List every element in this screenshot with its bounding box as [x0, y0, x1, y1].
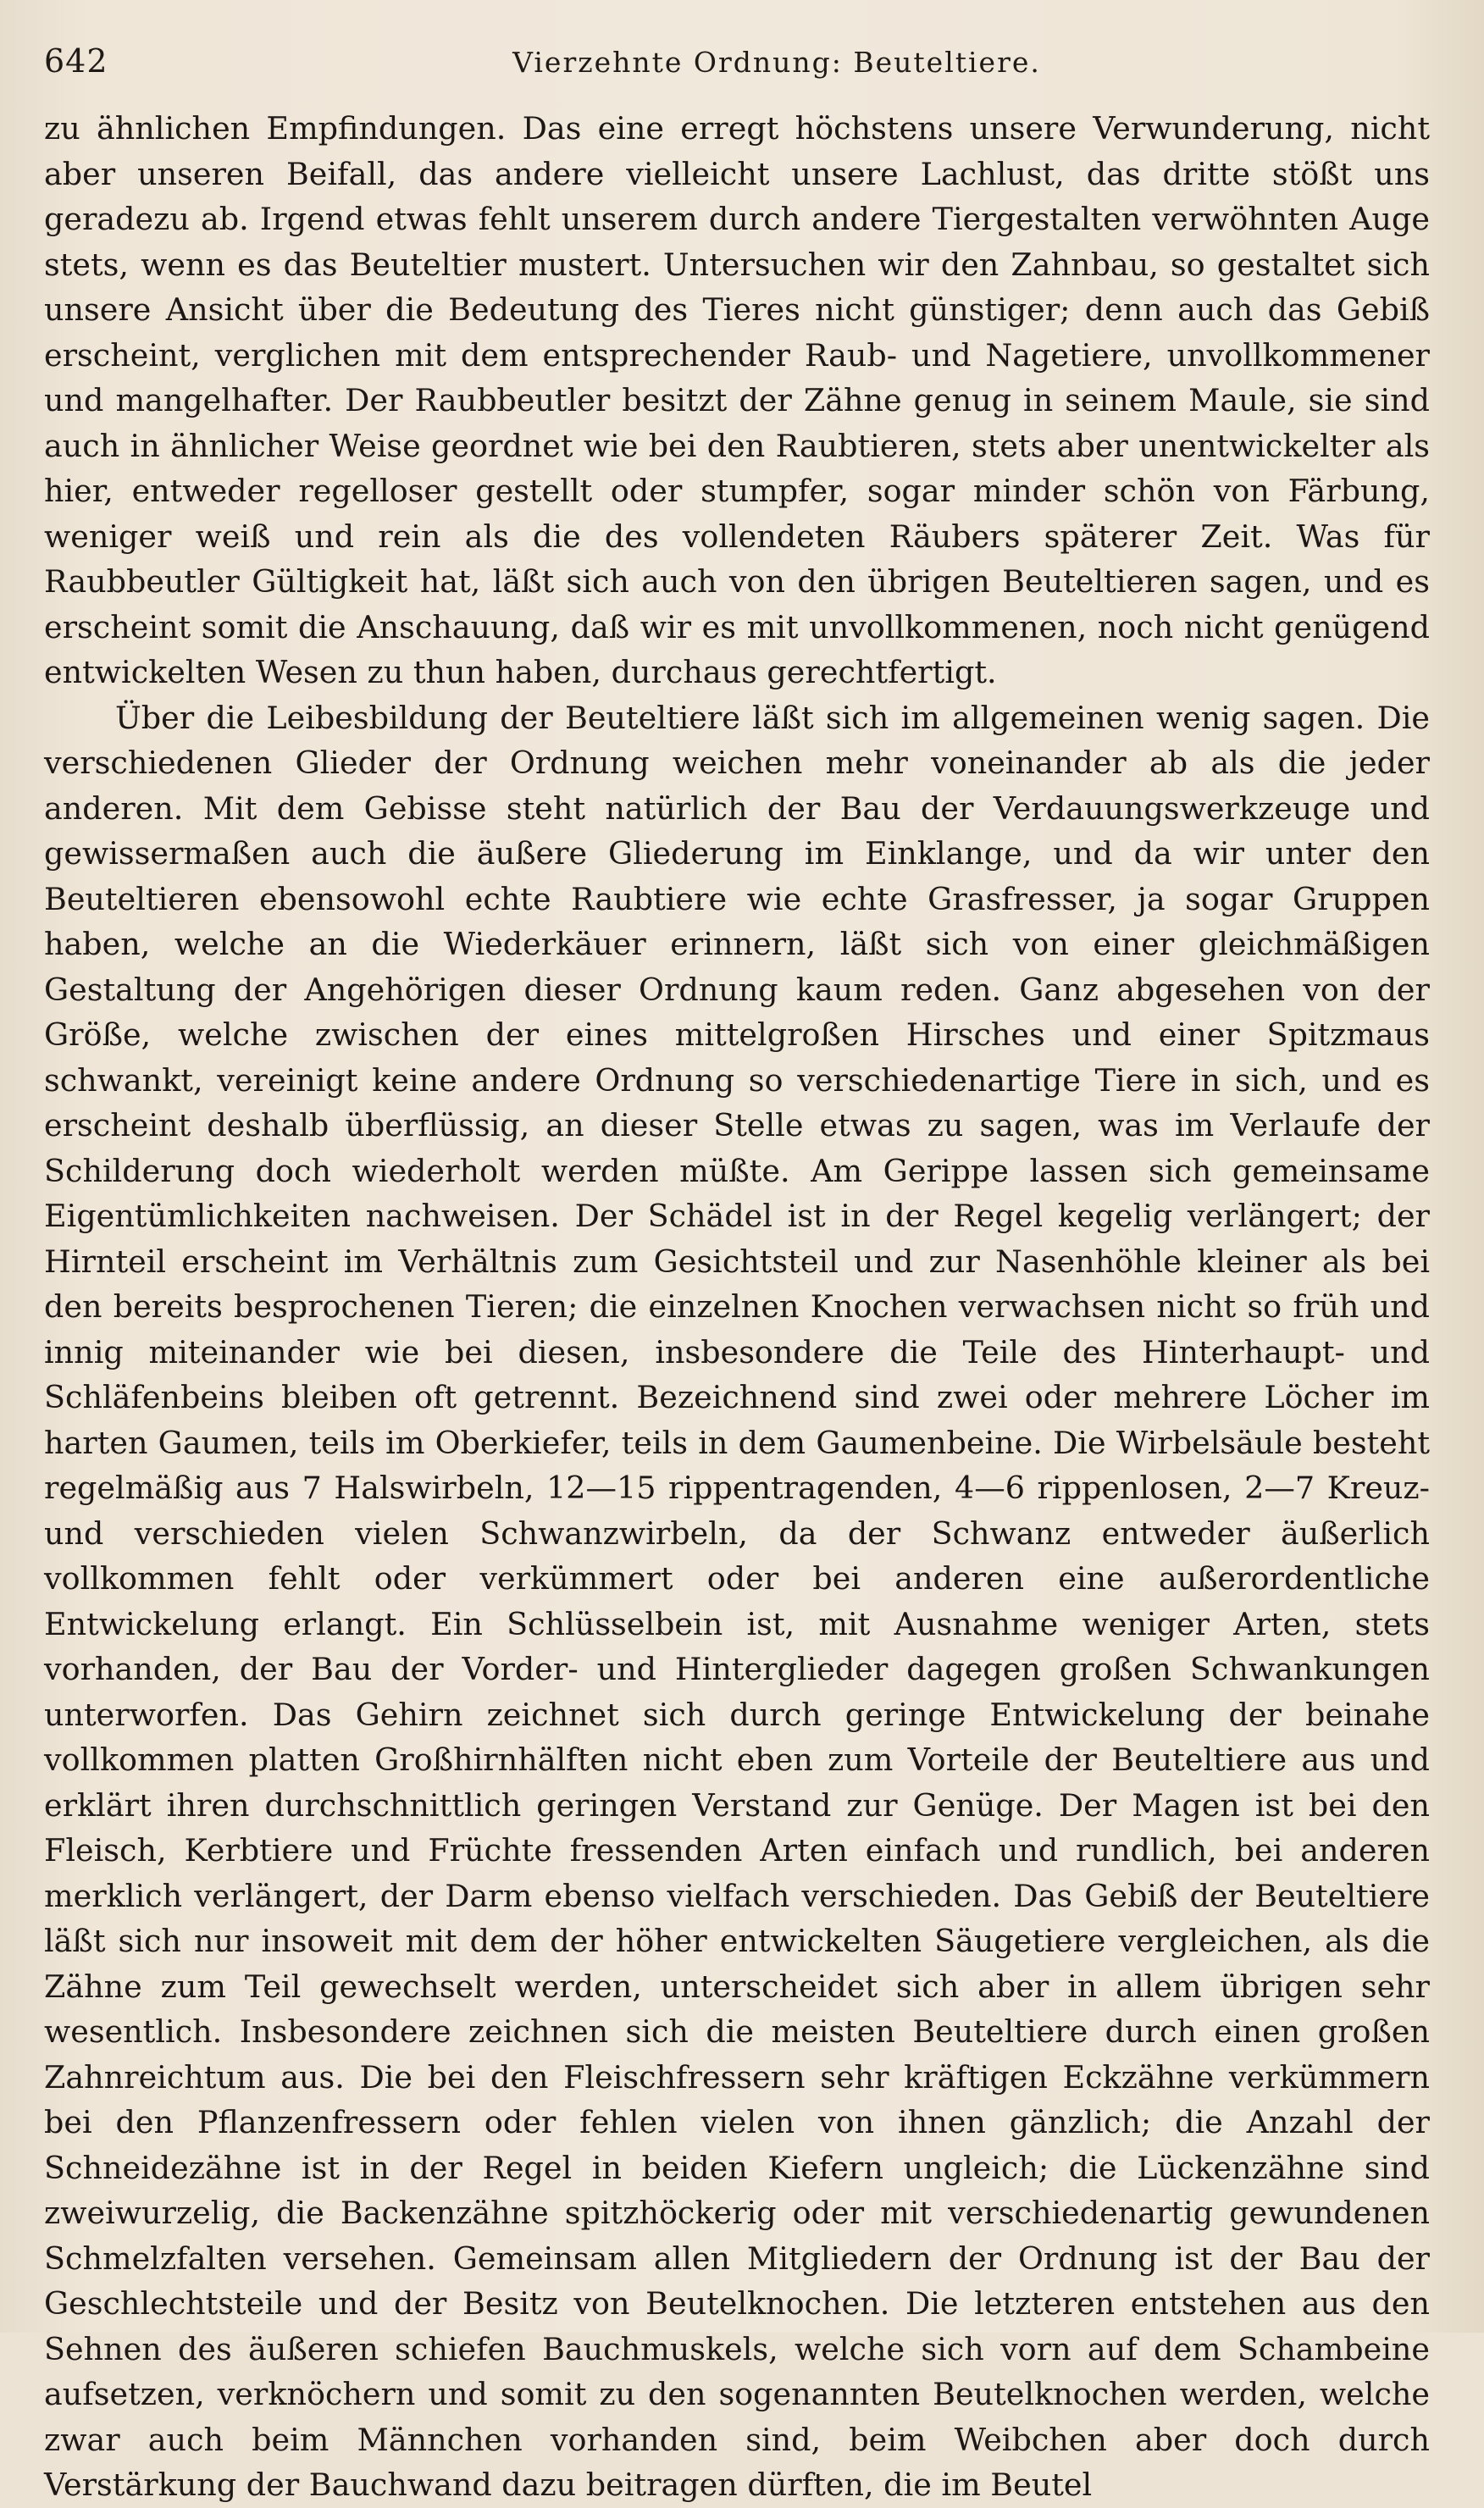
running-head: Vierzehnte Ordnung: Beuteltiere.	[512, 46, 1041, 79]
page-header	[44, 42, 1442, 85]
paragraph-1: zu ähnlichen Empfindungen. Das eine erregt höchstens unsere Verwunderung, nicht aber unseren Beifall, das andere vielleicht unsere Lachlust, das dritte stößt uns geradezu ab. Irgend etwas fehlt unserem durch andere Tiergestalten verwöhnten Auge stets, wenn es das Beuteltier mustert. Untersuchen wir den Zahnbau, so gestaltet sich unsere Ansicht über die Bedeutung des Tieres nicht günstiger; denn auch das Gebiß erscheint, verglichen mit dem entsprechender Raub- und Nagetiere, unvollkommener und mangelhafter. Der Raubbeutler besitzt der Zähne genug in seinem Maule, sie sind auch in ähnlicher Weise geordnet wie bei den Raubtieren, stets aber unentwickelter als hier, entweder regelloser gestellt oder stumpfer, sogar minder schön von Färbung, weniger weiß und rein als die des vollendeten Räubers späterer Zeit. Was für Raubbeutler Gültigkeit hat, läßt sich auch von den übrigen Beuteltieren sagen, und es erscheint somit die Anschauung, daß wir es mit unvollkommenen, noch nicht genügend entwickelten Wesen zu thun haben, durchaus gerechtfertigt.	[44, 110, 1430, 690]
paragraph-2: Über die Leibesbildung der Beuteltiere läßt sich im allgemeinen wenig sagen. Die verschiedenen Glieder der Ordnung weichen mehr voneinander ab als die jeder anderen. Mit dem Gebisse steht natürlich der Bau der Verdauungswerkzeuge und gewissermaßen auch die äußere Gliederung im Einklange, und da wir unter den Beuteltieren ebensowohl echte Raubtiere wie echte Grasfresser, ja sogar Gruppen haben, welche an die Wiederkäuer erinnern, läßt sich von einer gleichmäßigen Gestaltung der Angehörigen dieser Ordnung kaum reden. Ganz abgesehen von der Größe, welche zwischen der eines mittelgroßen Hirsches und einer Spitzmaus schwankt, vereinigt keine andere Ordnung so verschiedenartige Tiere in sich, und es erscheint deshalb überflüssig, an dieser Stelle etwas zu sagen, was im Verlaufe der Schilderung doch wiederholt werden müßte. Am Gerippe lassen sich gemeinsame Eigentümlichkeiten nachweisen. Der Schädel ist in der Regel kegelig verlängert; der Hirnteil erscheint im Verhältnis zum Gesichtsteil und zur Nasenhöhle kleiner als bei den bereits besprochenen Tieren; die einzelnen Knochen verwachsen nicht so früh und innig miteinander wie bei diesen, insbesondere die Teile des Hinterhaupt- und Schläfenbeins bleiben oft getrennt. Bezeichnend sind zwei oder mehrere Löcher im harten Gaumen, teils im Oberkiefer, teils in dem Gaumenbeine. Die Wirbelsäule besteht regelmäßig aus 7 Halswirbeln, 12—15 rippentragenden, 4—6 rippenlosen, 2—7 Kreuz- und verschieden vielen Schwanzwirbeln, da der Schwanz entweder äußerlich vollkommen fehlt oder verkümmert oder bei anderen eine außerordentliche Entwickelung erlangt. Ein Schlüsselbein ist, mit Ausnahme weniger Arten, stets vorhanden, der Bau der Vorder- und Hinterglieder dagegen großen Schwankungen unterworfen. Das Gehirn zeichnet sich durch geringe Entwickelung der beinahe vollkommen platten Großhirnhälften nicht eben zum Vorteile der Beuteltiere aus und erklärt ihren durchschnittlich geringen Verstand zur Genüge. Der Magen ist bei den Fleisch, Kerbtiere und Früchte fressenden Arten einfach und rundlich, bei anderen merklich verlängert, der Darm ebenso vielfach verschieden. Das Gebiß der Beuteltiere läßt sich nur insoweit mit dem der höher entwickelten Säugetiere vergleichen, als die Zähne zum Teil gewechselt werden, unterscheidet sich aber in allem übrigen sehr wesentlich. Insbesondere zeichnen sich die meisten Beuteltiere durch einen großen Zahnreichtum aus. Die bei den Fleischfressern sehr kräftigen Eckzähne verkümmern bei den Pflanzenfressern oder fehlen vielen von ihnen gänzlich; die Anzahl der Schneidezähne ist in der Regel in beiden Kiefern ungleich; die Lückenzähne sind zweiwurzelig, die Backenzähne spitzhöckerig oder mit verschiedenartig gewundenen Schmelzfalten versehen. Gemeinsam allen Mitgliedern der Ordnung ist der Bau der Geschlechtsteile und der Besitz von Beutelknochen. Die letzteren entstehen aus den Sehnen des äußeren schiefen Bauchmuskels, welche sich vorn auf dem Schambeine aufsetzen, verknöchern und somit zu den sogenannten Beutelknochen werden, welche zwar auch beim Männchen vorhanden sind, beim Weibchen aber doch durch Verstärkung der Bauchwand dazu beitragen dürften, die im Beutel	[44, 699, 1430, 2503]
page-number: 642	[44, 42, 108, 80]
body-text	[44, 106, 1430, 2508]
